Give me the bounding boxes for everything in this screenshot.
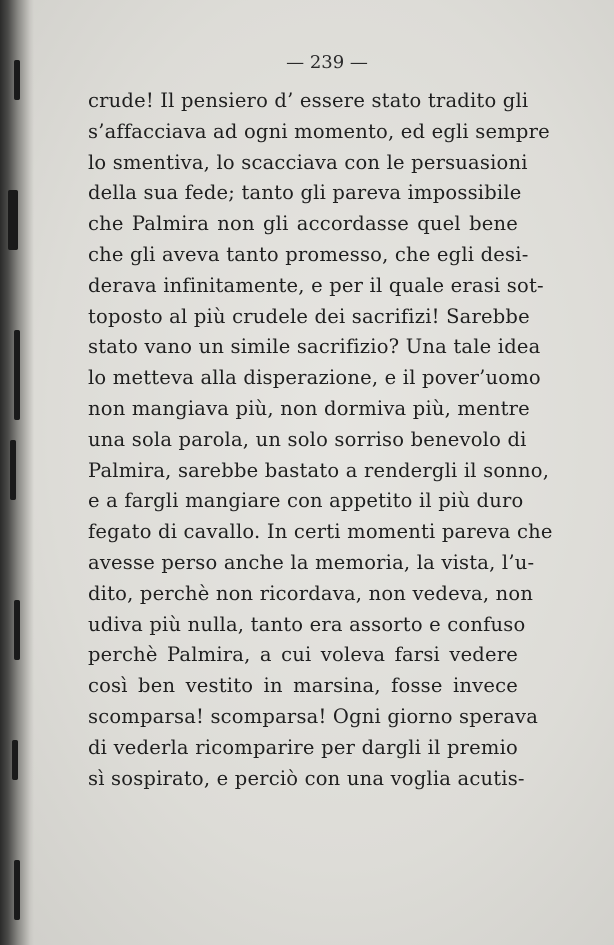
text-line: fegato di cavallo. In certi momenti pareva che: [88, 520, 553, 544]
text-line: avesse perso anche la memoria, la vista, l’u-: [88, 550, 535, 574]
text-line: e a fargli mangiare con appetito il più duro: [88, 489, 524, 513]
text-line: che Palmira non gli accordasse quel bene: [88, 212, 518, 236]
text-line: lo metteva alla disperazione, e il pover’uomo: [88, 366, 541, 390]
text-line: della sua fede; tanto gli pareva impossibile: [88, 181, 522, 205]
text-line: non mangiava più, non dormiva più, mentre: [88, 396, 530, 420]
body-text: [88, 86, 553, 794]
text-line: una sola parola, un solo sorriso benevolo di: [88, 427, 527, 451]
text-line: sì sospirato, e perciò con una voglia acutis-: [88, 766, 525, 790]
text-line: che gli aveva tanto promesso, che egli desi-: [88, 242, 529, 266]
binding-stain: [12, 740, 18, 780]
text-line: toposto al più crudele dei sacrifizi! Sarebbe: [88, 304, 530, 328]
text-line: scomparsa! scomparsa! Ogni giorno sperava: [88, 704, 539, 728]
binding-stain: [14, 330, 20, 420]
binding-stain: [14, 600, 20, 660]
text-line: crude! Il pensiero d’ essere stato tradito gli: [88, 89, 529, 112]
text-line: lo smentiva, lo scacciava con le persuasioni: [88, 150, 528, 174]
binding-stain: [8, 190, 18, 250]
text-line: perchè Palmira, a cui voleva farsi vedere: [88, 643, 518, 667]
binding-stain: [14, 860, 20, 920]
binding-stain: [10, 440, 16, 500]
text-line: udiva più nulla, tanto era assorto e confuso: [88, 612, 526, 636]
text-line: dito, perchè non ricordava, non vedeva, non: [88, 581, 534, 605]
text-line: derava infinitamente, e per il quale erasi sot-: [88, 273, 544, 297]
text-line: s’affacciava ad ogni momento, ed egli sempre: [88, 119, 550, 143]
text-line: stato vano un simile sacrifizio? Una tale idea: [88, 335, 541, 359]
page-number: — 239 —: [286, 52, 368, 73]
page-binding-edge: [0, 0, 34, 945]
text-line: di vederla ricomparire per dargli il premio: [88, 735, 518, 759]
text-line: così ben vestito in marsina, fosse invece: [88, 674, 518, 698]
text-line: Palmira, sarebbe bastato a rendergli il sonno,: [88, 458, 550, 482]
